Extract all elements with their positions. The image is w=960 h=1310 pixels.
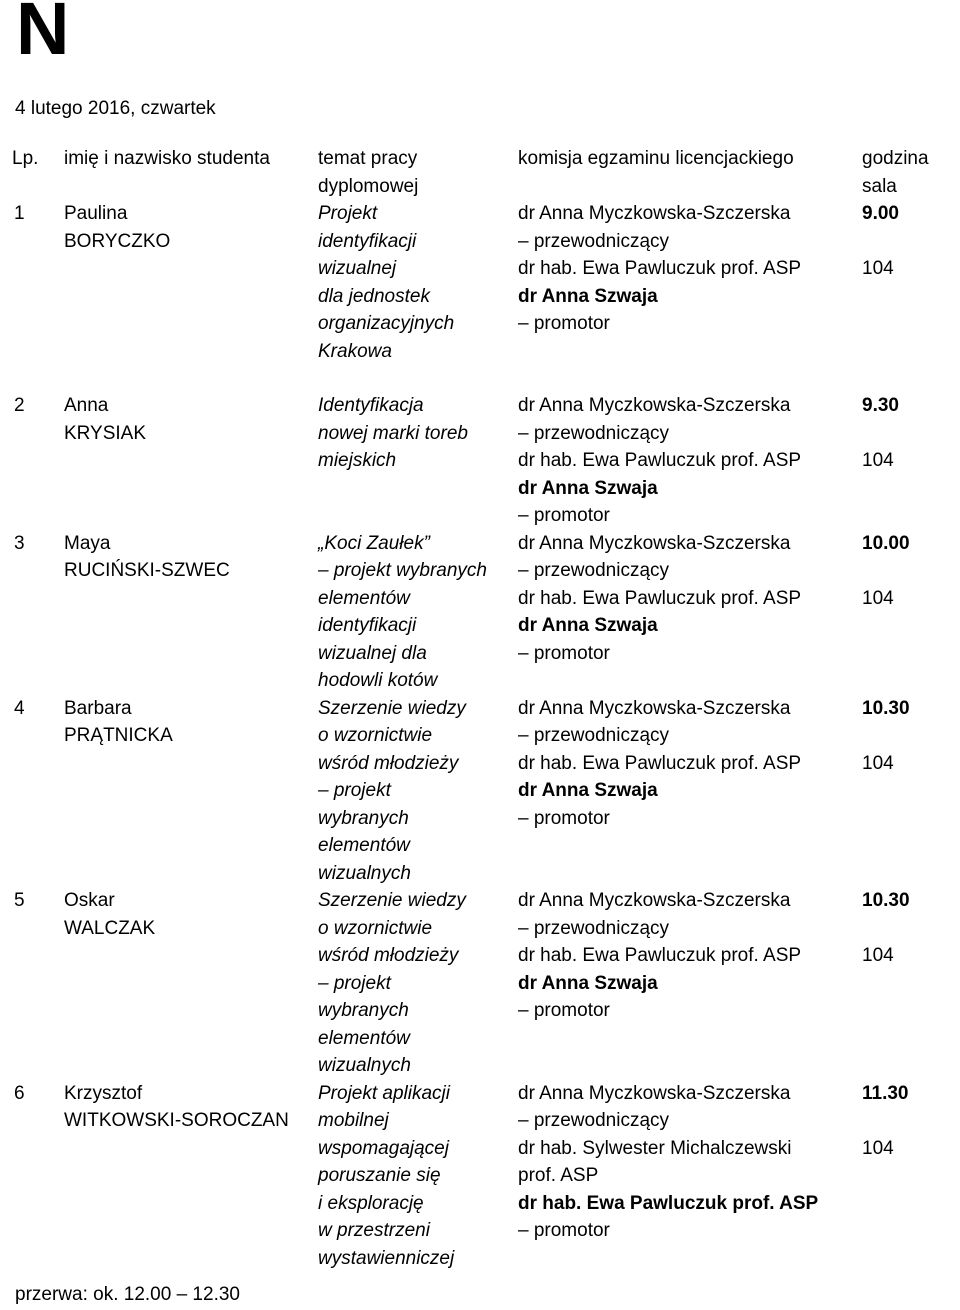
thesis-title-line: wystawienniczej: [318, 1247, 455, 1269]
exam-room: 104: [862, 752, 894, 774]
committee-member-line: – promotor: [518, 807, 610, 829]
exam-time-room: [862, 392, 947, 530]
row-spacer: [12, 365, 947, 392]
student-last-name: RUCIŃSKI-SZWEC: [64, 560, 230, 581]
student-first-name: Barbara: [64, 697, 132, 719]
thesis-title-line: Projekt aplikacji: [318, 1082, 450, 1104]
student-name: [64, 530, 318, 695]
thesis-title-line: wybranych: [318, 807, 409, 829]
student-first-name: Maya: [64, 532, 111, 554]
committee-members: [518, 200, 862, 365]
exam-schedule-table: [12, 145, 947, 1272]
thesis-title-line: – projekt: [318, 972, 391, 994]
thesis-title-line: wizualnej dla: [318, 642, 427, 664]
table-row: [12, 695, 947, 888]
committee-member-line: dr Anna Myczkowska-Szczerska: [518, 1082, 791, 1104]
committee-member-line: dr Anna Myczkowska-Szczerska: [518, 532, 791, 554]
row-number: 4: [14, 697, 25, 719]
student-last-name: KRYSIAK: [64, 422, 147, 444]
committee-member-line: dr Anna Myczkowska-Szczerska: [518, 890, 791, 911]
thesis-title-line: Krakowa: [318, 340, 392, 362]
thesis-title-line: elementów: [318, 587, 410, 609]
thesis-title-line: organizacyjnych: [318, 313, 455, 334]
exam-date: 4 lutego 2016, czwartek: [15, 98, 216, 119]
student-name: [64, 200, 318, 365]
section-letter: N: [16, 0, 70, 70]
thesis-title-line: – projekt: [318, 780, 391, 801]
header-time: godzina: [862, 148, 929, 169]
committee-member-line: – przewodniczący: [518, 725, 670, 746]
committee-members: [518, 695, 862, 888]
committee-members: [518, 530, 862, 695]
row-number: 5: [14, 890, 25, 911]
thesis-title-line: poruszanie się: [318, 1165, 441, 1186]
exam-hour: 11.30: [862, 1082, 909, 1104]
exam-hour: 10.30: [862, 890, 910, 911]
student-last-name: BORYCZKO: [64, 230, 171, 252]
thesis-title-line: identyfikacji: [318, 615, 417, 636]
thesis-title-line: miejskich: [318, 450, 397, 471]
thesis-title-line: Identyfikacja: [318, 395, 424, 416]
committee-member-line: dr Anna Szwaja: [518, 615, 658, 636]
committee-member-line: dr hab. Ewa Pawluczuk prof. ASP: [518, 1192, 819, 1214]
committee-member-line: dr hab. Ewa Pawluczuk prof. ASP: [518, 258, 802, 279]
committee-member-line: dr Anna Szwaja: [518, 780, 658, 801]
exam-hour: 10.30: [862, 697, 910, 719]
break-note: przerwa: ok. 12.00 – 12.30: [15, 1284, 240, 1305]
committee-members: [518, 1080, 862, 1273]
exam-time-room: [862, 695, 947, 888]
thesis-title-line: w przestrzeni: [318, 1220, 430, 1241]
header-time-room: [862, 145, 947, 200]
exam-room: 104: [862, 587, 894, 609]
committee-member-line: dr hab. Ewa Pawluczuk prof. ASP: [518, 752, 802, 774]
thesis-title-line: nowej marki toreb: [318, 422, 468, 444]
thesis-title-line: – projekt wybranych: [318, 560, 487, 581]
thesis-title-line: dla jednostek: [318, 285, 430, 307]
exam-room: 104: [862, 450, 894, 471]
committee-member-line: – przewodniczący: [518, 1110, 670, 1131]
exam-room: 104: [862, 945, 894, 966]
student-first-name: Anna: [64, 395, 109, 416]
exam-hour: 10.00: [862, 532, 910, 554]
thesis-title-line: wizualnej: [318, 258, 397, 279]
thesis-title-line: elementów: [318, 835, 410, 856]
committee-member-line: – przewodniczący: [518, 422, 670, 444]
student-first-name: Paulina: [64, 203, 128, 224]
thesis-title-line: Projekt: [318, 203, 378, 224]
thesis-title-line: Szerzenie wiedzy: [318, 697, 466, 719]
thesis-title: [318, 530, 518, 695]
student-first-name: Oskar: [64, 890, 115, 911]
exam-room: 104: [862, 1137, 894, 1159]
thesis-title-line: mobilnej: [318, 1110, 389, 1131]
thesis-title: [318, 1080, 518, 1273]
thesis-title-line: hodowli kotów: [318, 670, 438, 691]
committee-member-line: – przewodniczący: [518, 917, 670, 939]
row-spacer-cell: [12, 365, 947, 392]
thesis-title: [318, 887, 518, 1080]
committee-member-line: dr hab. Ewa Pawluczuk prof. ASP: [518, 587, 802, 609]
committee-member-line: dr hab. Ewa Pawluczuk prof. ASP: [518, 450, 802, 471]
committee-member-line: – promotor: [518, 505, 610, 526]
thesis-title-line: Szerzenie wiedzy: [318, 890, 466, 911]
exam-room: 104: [862, 258, 894, 279]
student-first-name: Krzysztof: [64, 1082, 143, 1104]
row-number: 3: [14, 532, 25, 554]
header-thesis-title-line2: dyplomowej: [318, 175, 419, 197]
committee-member-line: dr Anna Szwaja: [518, 477, 658, 499]
committee-member-line: – promotor: [518, 1000, 610, 1021]
exam-time-room: [862, 887, 947, 1080]
thesis-title: [318, 695, 518, 888]
header-lp: Lp.: [12, 148, 39, 169]
committee-members: [518, 887, 862, 1080]
table-row: [12, 887, 947, 1080]
table-body: [12, 200, 947, 1272]
thesis-title-line: wśród młodzieży: [318, 752, 459, 774]
student-last-name: WITKOWSKI-SOROCZAN: [64, 1110, 289, 1131]
header-thesis-title-line1: temat pracy: [318, 148, 418, 169]
committee-member-line: – promotor: [518, 1220, 610, 1241]
thesis-title-line: wybranych: [318, 1000, 409, 1021]
thesis-title-line: identyfikacji: [318, 230, 417, 252]
thesis-title-line: o wzornictwie: [318, 725, 433, 746]
thesis-title-line: „Koci Zaułek”: [318, 532, 430, 554]
exam-time-room: [862, 530, 947, 695]
student-name: [64, 392, 318, 530]
header-committee: komisja egzaminu licencjackiego: [518, 148, 794, 169]
row-number: 1: [14, 203, 25, 224]
committee-member-line: prof. ASP: [518, 1165, 599, 1186]
committee-member-line: – przewodniczący: [518, 230, 670, 252]
committee-members: [518, 392, 862, 530]
thesis-title-line: wizualnych: [318, 1055, 411, 1076]
committee-member-line: dr Anna Szwaja: [518, 972, 658, 994]
row-number: 2: [14, 395, 25, 416]
thesis-title-line: elementów: [318, 1027, 410, 1049]
committee-member-line: dr Anna Myczkowska-Szczerska: [518, 395, 791, 416]
committee-member-line: – przewodniczący: [518, 560, 670, 581]
committee-member-line: dr Anna Myczkowska-Szczerska: [518, 697, 791, 719]
thesis-title-line: wśród młodzieży: [318, 945, 459, 966]
committee-member-line: dr Anna Myczkowska-Szczerska: [518, 203, 791, 224]
exam-hour: 9.30: [862, 395, 899, 416]
student-last-name: WALCZAK: [64, 917, 156, 939]
committee-member-line: dr hab. Sylwester Michalczewski: [518, 1137, 792, 1159]
student-name: [64, 1080, 318, 1273]
exam-time-room: [862, 1080, 947, 1273]
student-last-name: PRĄTNICKA: [64, 725, 173, 746]
thesis-title: [318, 392, 518, 530]
table-header-row: [12, 145, 947, 200]
table-row: [12, 1080, 947, 1273]
header-student-name: imię i nazwisko studenta: [64, 148, 270, 169]
exam-time-room: [862, 200, 947, 365]
committee-member-line: dr hab. Ewa Pawluczuk prof. ASP: [518, 945, 802, 966]
student-name: [64, 887, 318, 1080]
header-thesis-title: [318, 145, 518, 200]
committee-member-line: – promotor: [518, 313, 610, 334]
committee-member-line: dr Anna Szwaja: [518, 285, 658, 307]
table-row: [12, 392, 947, 530]
thesis-title-line: i eksplorację: [318, 1192, 424, 1214]
exam-hour: 9.00: [862, 203, 899, 224]
header-room: sala: [862, 175, 897, 197]
student-name: [64, 695, 318, 888]
thesis-title-line: wizualnych: [318, 862, 411, 884]
thesis-title: [318, 200, 518, 365]
row-number: 6: [14, 1082, 25, 1104]
table-row: [12, 200, 947, 365]
thesis-title-line: wspomagającej: [318, 1137, 449, 1159]
committee-member-line: – promotor: [518, 642, 610, 664]
table-row: [12, 530, 947, 695]
thesis-title-line: o wzornictwie: [318, 917, 433, 939]
